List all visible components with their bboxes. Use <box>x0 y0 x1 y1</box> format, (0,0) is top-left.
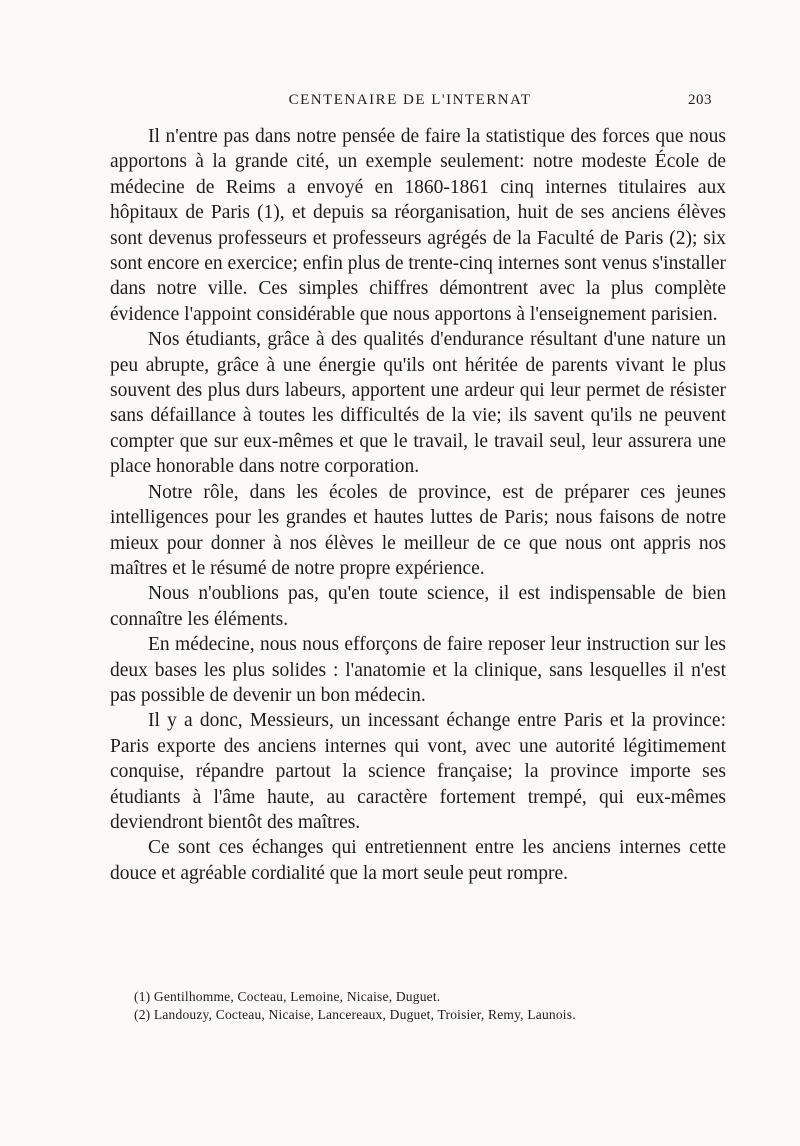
running-header <box>108 92 712 114</box>
page-number: 203 <box>688 92 712 108</box>
paragraph: Ce sont ces échanges qui entretiennent entre les anciens internes cette douce et agréable cordialité que la mort seule peut rompre. <box>110 837 726 884</box>
paragraph: Notre rôle, dans les écoles de province, est de préparer ces jeunes intelligences pour les grandes et hautes luttes de Paris; nous faisons de notre mieux pour donner à nos élèves le meilleur de ce que nous ont appris nos maîtres et le résumé de notre propre expérience. <box>110 481 726 579</box>
paragraph: Il n'entre pas dans notre pensée de faire la statistique des forces que nous apportons à la grande cité, un exemple seulement: notre modeste École de médecine de Reims a envoyé en 1860-1861 cinq internes titulaires aux hôpitaux de Paris (1), et depuis sa réorganisation, huit de ses anciens élèves sont devenus professeurs et professeurs agrégés de la Faculté de Paris (2); six sont encore en exercice; enfin plus de trente-cinq internes sont venus s'installer dans notre ville. Ces simples chiffres démontrent avec la plus complète évidence l'appoint considérable que nous apportons à l'enseignement parisien. <box>110 126 726 325</box>
paragraph: En médecine, nous nous efforçons de faire reposer leur instruction sur les deux bases les plus solides : l'anatomie et la clinique, sans lesquelles il n'est pas possible de devenir un bon médecin. <box>110 634 726 706</box>
footnote: (1) Gentilhomme, Cocteau, Lemoine, Nicaise, Duguet. <box>134 989 441 1004</box>
footnote: (2) Landouzy, Cocteau, Nicaise, Lancereaux, Duguet, Troisier, Remy, Launois. <box>134 1007 576 1022</box>
footnotes <box>134 988 724 1024</box>
paragraph: Nous n'oublions pas, qu'en toute science, il est indispensable de bien connaître les éléments. <box>110 583 726 630</box>
paragraph: Nos étudiants, grâce à des qualités d'endurance résultant d'une nature un peu abrupte, grâce à une énergie qu'ils ont héritée de parents vivant le plus souvent des plus durs labeurs, apportent une ardeur qui leur permet de résister sans défaillance à toutes les difficultés de la vie; ils savent qu'ils ne peuvent compter que sur eux-mêmes et que le travail, le travail seul, leur assurera une place honorable dans notre corporation. <box>110 329 726 478</box>
running-title: CENTENAIRE DE L'INTERNAT <box>288 92 532 108</box>
body-text <box>110 124 726 886</box>
paragraph: Il y a donc, Messieurs, un incessant échange entre Paris et la province: Paris exporte des anciens internes qui vont, avec une autorité légitimement conquise, répandre partout la science française; la province importe ses étudiants à l'âme haute, au caractère fortement trempé, qui eux-mêmes deviendront bientôt des maîtres. <box>110 710 726 833</box>
